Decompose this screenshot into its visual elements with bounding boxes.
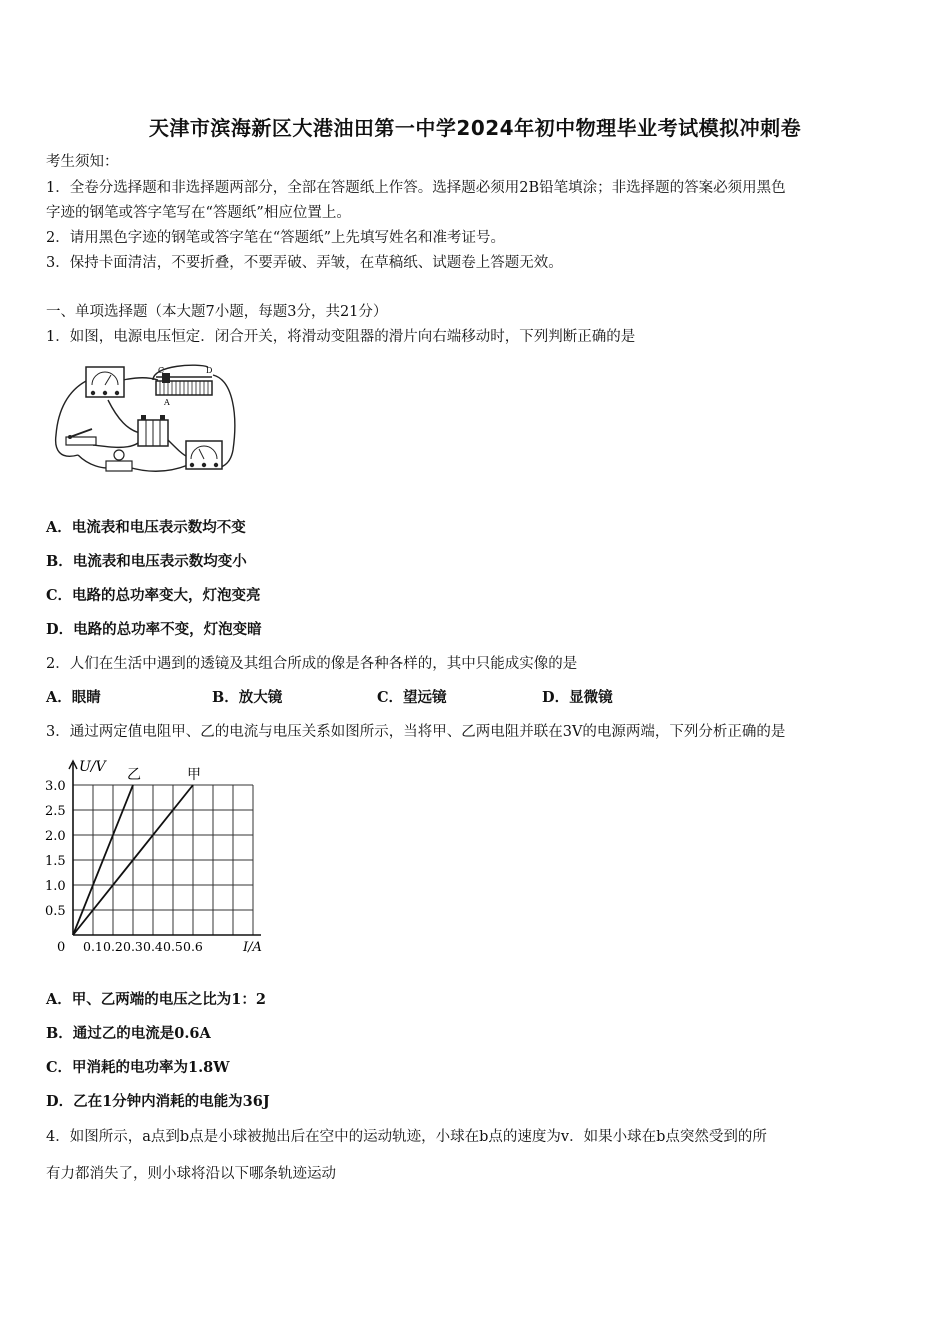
q2-option-c: C．望远镜 bbox=[377, 689, 447, 706]
q3-option-d: D．乙在1分钟内消耗的电能为36J bbox=[46, 1093, 270, 1110]
x-tick-label: 0.4 bbox=[143, 939, 163, 954]
q3-stem: 3．通过两定值电阻甲、乙的电流与电压关系如图所示，当将甲、乙两电阻并联在3V的电源两端，下列分析正确的是 bbox=[46, 724, 786, 740]
ui-chart bbox=[40, 755, 275, 960]
y-tick-label: 3.0 bbox=[45, 779, 66, 794]
y-tick-label: 1.0 bbox=[45, 879, 66, 894]
circuit-figure bbox=[48, 355, 243, 485]
q3-option-c: C．甲消耗的电功率为1.8W bbox=[46, 1059, 230, 1076]
q1-option-d: D．电路的总功率不变，灯泡变暗 bbox=[46, 621, 262, 638]
q1-stem: 1．如图，电源电压恒定．闭合开关，将滑动变阻器的滑片向右端移动时，下列判断正确的是 bbox=[46, 329, 636, 345]
notice-item-1: 1．全卷分选择题和非选择题两部分，全部在答题纸上作答。选择题必须用2B铅笔填涂；非选择题的答案必须用黑色 bbox=[46, 180, 786, 196]
origin-label: 0 bbox=[57, 940, 66, 955]
notice-heading: 考生须知： bbox=[46, 154, 119, 170]
rheostat-label-c: C bbox=[158, 366, 165, 375]
series-label-1: 乙 bbox=[127, 767, 141, 783]
q4-stem-line-2: 有力都消失了，则小球将沿以下哪条轨迹运动 bbox=[46, 1166, 336, 1182]
q3-option-b: B．通过乙的电流是0.6A bbox=[46, 1025, 211, 1042]
y-tick-label: 2.0 bbox=[45, 829, 66, 844]
y-axis-label: U/V bbox=[79, 759, 106, 775]
rheostat-label-a: A bbox=[164, 398, 170, 407]
notice-item-2: 2．请用黑色字迹的钢笔或答字笔在“答题纸”上先填写姓名和准考证号。 bbox=[46, 230, 506, 246]
q1-option-c: C．电路的总功率变大，灯泡变亮 bbox=[46, 587, 261, 604]
q1-option-a: A．电流表和电压表示数均不变 bbox=[46, 519, 246, 536]
q2-option-d: D．显微镜 bbox=[542, 689, 613, 706]
q4-stem-line-1: 4．如图所示，a点到b点是小球被抛出后在空中的运动轨迹，小球在b点的速度为v．如果小球在b点突然受到的所 bbox=[46, 1129, 767, 1145]
q2-option-b: B．放大镜 bbox=[212, 689, 283, 706]
notice-item-1-cont: 字迹的钢笔或答字笔写在“答题纸”相应位置上。 bbox=[46, 205, 351, 221]
series-label-2: 甲 bbox=[187, 767, 201, 783]
y-tick-label: 1.5 bbox=[45, 854, 66, 869]
y-tick-label: 2.5 bbox=[45, 804, 66, 819]
x-axis-label: I/A bbox=[243, 940, 262, 955]
q3-option-a: A．甲、乙两端的电压之比为1：2 bbox=[46, 991, 266, 1008]
q2-stem: 2．人们在生活中遇到的透镜及其组合所成的像是各种各样的，其中只能成实像的是 bbox=[46, 656, 578, 672]
q2-option-a: A．眼睛 bbox=[46, 689, 101, 706]
rheostat-label-d: D bbox=[206, 366, 213, 375]
y-tick-label: 0.5 bbox=[45, 904, 66, 919]
x-tick-label: 0.5 bbox=[163, 939, 183, 954]
x-tick-label: 0.1 bbox=[83, 939, 103, 954]
page-title: 天津市滨海新区大港油田第一中学2024年初中物理毕业考试模拟冲刺卷 bbox=[148, 116, 802, 140]
x-tick-label: 0.2 bbox=[103, 939, 123, 954]
notice-item-3: 3．保持卡面清洁，不要折叠，不要弄破、弄皱，在草稿纸、试题卷上答题无效。 bbox=[46, 255, 563, 271]
x-tick-label: 0.3 bbox=[123, 939, 143, 954]
q1-option-b: B．电流表和电压表示数均变小 bbox=[46, 553, 247, 570]
section-heading: 一、单项选择题（本大题7小题，每题3分，共21分） bbox=[46, 304, 388, 320]
x-tick-label: 0.6 bbox=[183, 939, 203, 954]
